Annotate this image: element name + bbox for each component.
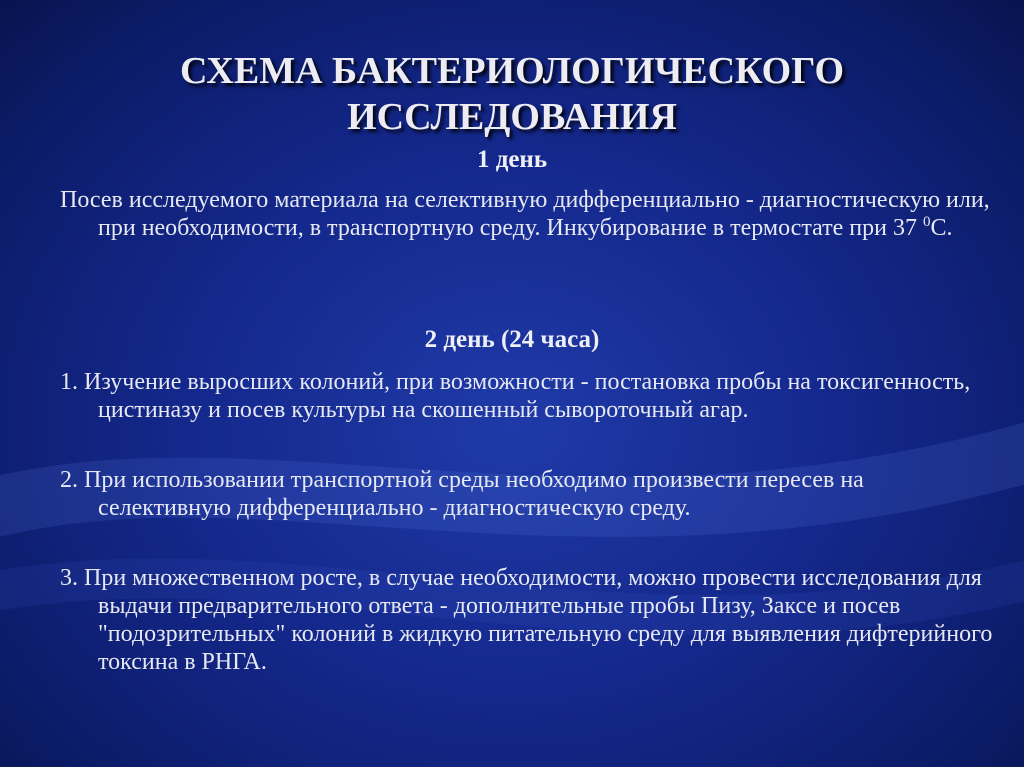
day2-item-1: 1. Изучение выросших колоний, при возможности - постановка пробы на токсигенность, цистиназу и посев культуры на скошенный сывороточный агар. [60,369,971,423]
day1-heading: 1 день [476,146,548,173]
day2-item-2: 2. При использовании транспортной среды необходимо произвести пересев на селективную дифференциально - диагностическую среду. [60,467,864,521]
day2-heading: 2 день (24 часа) [424,326,600,353]
title-line-1: СХЕМА БАКТЕРИОЛОГИЧЕСКОГО [179,50,845,92]
slide-title [100,48,924,140]
day1-text-unit: С. [930,215,953,241]
day1-description [60,186,998,242]
title-line-2: ИССЛЕДОВАНИЯ [347,96,677,138]
day1-text-main: Посев исследуемого материала на селективную дифференциально - диагностическую или, при необходимости, в транспортную среду. Инкубирование в термостате при 37 [60,187,990,241]
degree-superscript: 0 [922,214,931,230]
day2-item-3: 3. При множественном росте, в случае необходимости, можно провести исследования для выдачи предварительного ответа - дополнительные пробы Пизу, Заксе и посев "подозрительных" колоний в жидкую питательную среду для выявления дифтерийного токсина в РНГА. [60,565,993,675]
